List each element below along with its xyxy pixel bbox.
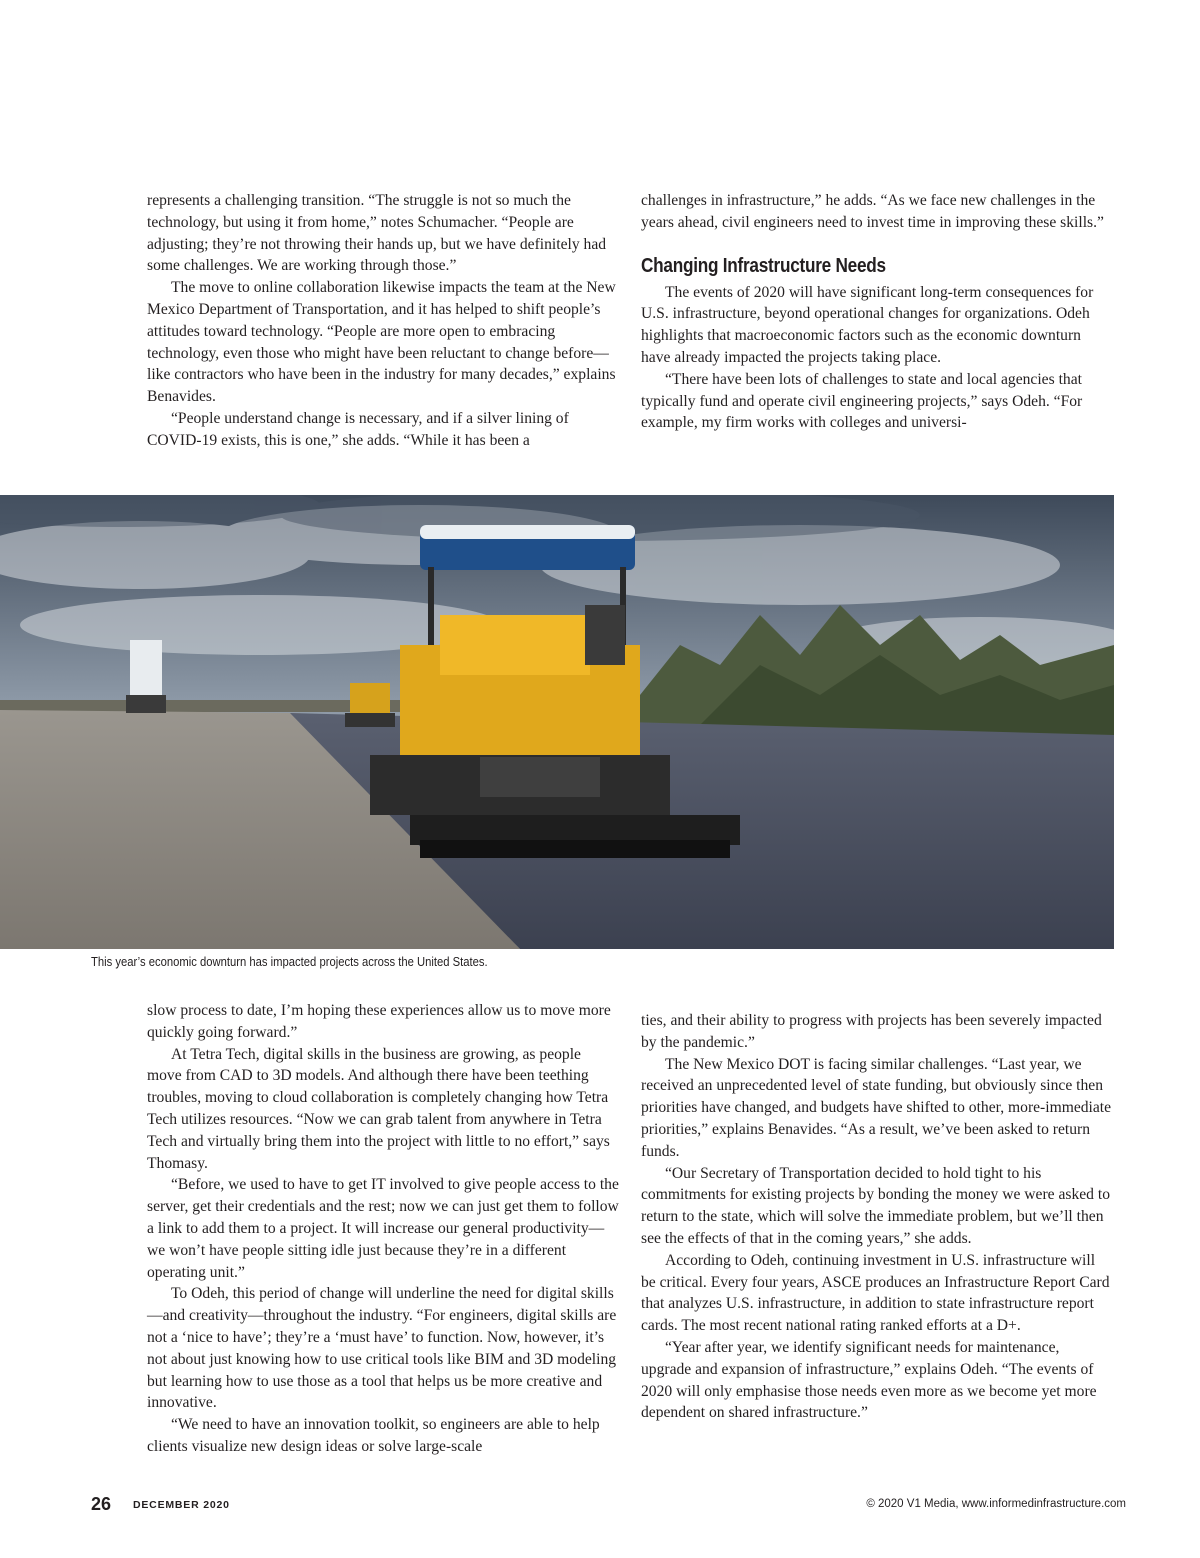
paragraph: The move to online collaboration likewise impacts the team at the New Mexico Department of Transportation, and it has helped to shift people’s attitudes toward technology. “People are more open to embracing technology, even those who might have been reluctant to change before—like contractors who have been in the industry for many decades,” explains Benavides. xyxy=(147,279,616,406)
paragraph: challenges in infrastructure,” he adds. “As we face new challenges in the years ahead, civil engineers need to invest time in improving these skills.” xyxy=(641,192,1104,231)
issue-date: DECEMBER 2020 xyxy=(133,1499,230,1511)
article-column-top-right xyxy=(641,190,1113,434)
paragraph: “There have been lots of challenges to state and local agencies that typically fund and operate civil engineering projects,” says Odeh. “For example, my firm works with colleges and universi- xyxy=(641,370,1083,432)
paragraph: “Before, we used to have to get IT involved to give people access to the server, get their credentials and the rest; now we can just get them to follow a link to add them to a project. It will increase our general productivity—we won’t have people sitting idle just because they’re in a different operating unit.” xyxy=(147,1176,619,1281)
photo-caption: This year’s economic downturn has impacted projects across the United States. xyxy=(91,955,488,969)
paragraph: represents a challenging transition. “The struggle is not so much the technology, but using it from home,” notes Schumacher. “People are adjusting; they’re not throwing their hands up, but we have definitely had some challenges. We are working through those.” xyxy=(147,192,607,275)
paragraph: The New Mexico DOT is facing similar challenges. “Last year, we received an unprecedented level of state funding, but obviously since then priorities have changed, and budgets have shifted to other, more-immediate priorities,” explains Benavides. “As a result, we’ve been asked to return funds. xyxy=(641,1055,1112,1160)
paragraph: “People understand change is necessary, and if a silver lining of COVID-19 exists, this is one,” she adds. “While it has been a xyxy=(147,409,569,449)
paragraph: The events of 2020 will have significant long-term consequences for U.S. infrastructure, beyond operational changes for organizations. Odeh highlights that macroeconomic factors such as the economic downturn have already impacted the projects taking place. xyxy=(641,283,1094,366)
paragraph: To Odeh, this period of change will underline the need for digital skills—and creativity—throughout the industry. “For engineers, digital skills are not a ‘nice to have’; they’re a ‘must have’ to function. Now, however, it’s not about just knowing how to use critical tools like BIM and 3D modeling but learning how to use those as a tool that helps us be more creative and innovative. xyxy=(147,1285,617,1412)
paragraph: ties, and their ability to progress with projects has been severely impacted by the pandemic.” xyxy=(641,1012,1102,1051)
paragraph: According to Odeh, continuing investment in U.S. infrastructure will be critical. Every four years, ASCE produces an Infrastructure Report Card that analyzes U.S. infrastructure, in addition to state infrastructure report cards. The most recent national rating ranked efforts at a D+. xyxy=(641,1251,1110,1335)
article-column-bottom-right xyxy=(641,1010,1113,1424)
road-paving-photo xyxy=(0,495,1114,949)
paragraph: At Tetra Tech, digital skills in the business are growing, as people move from CAD to 3D models. And although there have been teething troubles, moving to cloud collaboration is completely changing how Tetra Tech utilizes resources. “Now we can grab talent from anywhere in Tetra Tech and virtually bring them into the project with little to no effort,” says Thomasy. xyxy=(147,1045,610,1172)
article-column-top-left xyxy=(147,190,619,452)
page-number: 26 xyxy=(91,1494,112,1514)
paragraph: slow process to date, I’m hoping these experiences allow us to move more quickly going forward.” xyxy=(147,1002,611,1041)
paragraph: “We need to have an innovation toolkit, so engineers are able to help clients visualize new design ideas or solve large-scale xyxy=(147,1416,600,1455)
section-heading: Changing Infrastructure Needs xyxy=(641,254,886,277)
article-column-bottom-left xyxy=(147,1000,619,1458)
paragraph: “Our Secretary of Transportation decided to hold tight to his commitments for existing projects by bonding the money we were asked to return to the state, which will solve the immediate problem, but we’ll then see the effects of that in the coming years,” she adds. xyxy=(641,1164,1111,1247)
copyright-notice: © 2020 V1 Media, www.informedinfrastructure.com xyxy=(866,1498,1126,1510)
paragraph: “Year after year, we identify significant needs for maintenance, upgrade and expansion of infrastructure,” explains Odeh. “The events of 2020 will only emphasise those needs even more as we become yet more dependent on shared infrastructure.” xyxy=(641,1338,1097,1422)
